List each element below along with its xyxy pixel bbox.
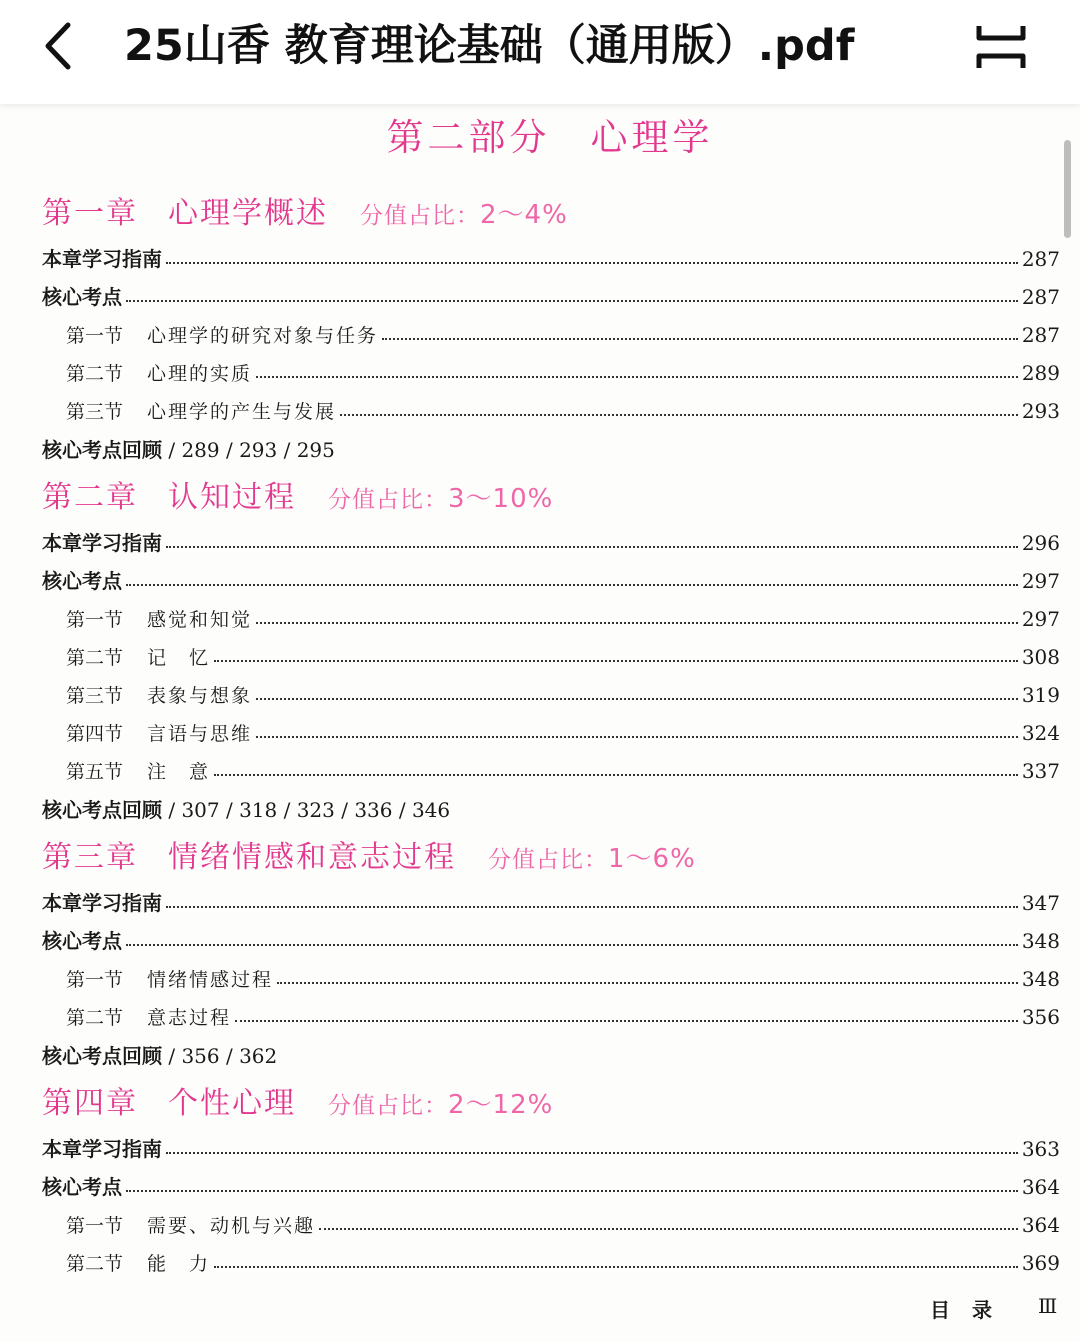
chapter-heading[interactable]: 第二章 认知过程 分值占比：3～10%	[42, 480, 554, 515]
page-footer-label: 目录	[930, 1298, 1014, 1322]
toc-entry-guide[interactable]: 本章学习指南 296	[42, 531, 1060, 555]
toc-entry-core[interactable]: 核心考点 348	[42, 929, 1060, 953]
chevron-left-icon	[40, 21, 76, 71]
toc-entry-section[interactable]: 第二节 意志过程 356	[66, 1005, 1060, 1029]
toc-entry-section[interactable]: 第五节 注 意 337	[66, 759, 1060, 783]
toc-entry-section[interactable]: 第三节 表象与想象 319	[66, 683, 1060, 707]
score-weight: 分值占比：2～4%	[360, 200, 568, 230]
toc-entry-review[interactable]: 核心考点回顾 / 356 / 362	[42, 1044, 278, 1068]
toc-entry-guide[interactable]: 本章学习指南 347	[42, 891, 1060, 915]
toc-entry-section[interactable]: 第一节 需要、动机与兴趣 364	[66, 1213, 1060, 1237]
part-title	[0, 110, 1080, 166]
toc-entry-section[interactable]: 第二节 心理的实质 289	[66, 361, 1060, 385]
toc-entry-core[interactable]: 核心考点 364	[42, 1175, 1060, 1199]
score-weight: 分值占比：1～6%	[488, 844, 696, 874]
page-view-button[interactable]	[968, 18, 1034, 76]
toc-entry-section[interactable]: 第四节 言语与思维 324	[66, 721, 1060, 745]
part-name: 心理学	[590, 116, 714, 159]
toc-entry-guide[interactable]: 本章学习指南 363	[42, 1137, 1060, 1161]
score-weight: 分值占比：3～10%	[328, 484, 554, 514]
toc-entry-section[interactable]: 第一节 情绪情感过程 348	[66, 967, 1060, 991]
toc-entry-core[interactable]: 核心考点 287	[42, 285, 1060, 309]
toc-entry-section[interactable]: 第三节 心理学的产生与发展 293	[66, 399, 1060, 423]
chapter-heading[interactable]: 第一章 心理学概述 分值占比：2～4%	[42, 196, 568, 231]
score-weight: 分值占比：2～12%	[328, 1090, 554, 1120]
back-button[interactable]	[30, 18, 86, 74]
chapter-heading[interactable]: 第四章 个性心理 分值占比：2～12%	[42, 1086, 554, 1121]
top-bar	[0, 0, 1080, 104]
document-title: 25山香 教育理论基础（通用版）.pdf	[124, 21, 855, 71]
page-view-icon	[975, 22, 1027, 72]
part-number: 第二部分	[386, 116, 551, 159]
toc-entry-guide[interactable]: 本章学习指南 287	[42, 247, 1060, 271]
page-number: Ⅲ	[1038, 1294, 1058, 1318]
toc-entry-section[interactable]: 第一节 心理学的研究对象与任务 287	[66, 323, 1060, 347]
toc-entry-core[interactable]: 核心考点 297	[42, 569, 1060, 593]
toc-entry-review[interactable]: 核心考点回顾 / 289 / 293 / 295	[42, 438, 335, 462]
toc-entry-section[interactable]: 第二节 能 力 369	[66, 1251, 1060, 1275]
toc-entry-section[interactable]: 第二节 记 忆 308	[66, 645, 1060, 669]
chapter-heading[interactable]: 第三章 情绪情感和意志过程 分值占比：1～6%	[42, 840, 696, 875]
toc-entry-section[interactable]: 第一节 感觉和知觉 297	[66, 607, 1060, 631]
toc-entry-review[interactable]: 核心考点回顾 / 307 / 318 / 323 / 336 / 346	[42, 798, 451, 822]
